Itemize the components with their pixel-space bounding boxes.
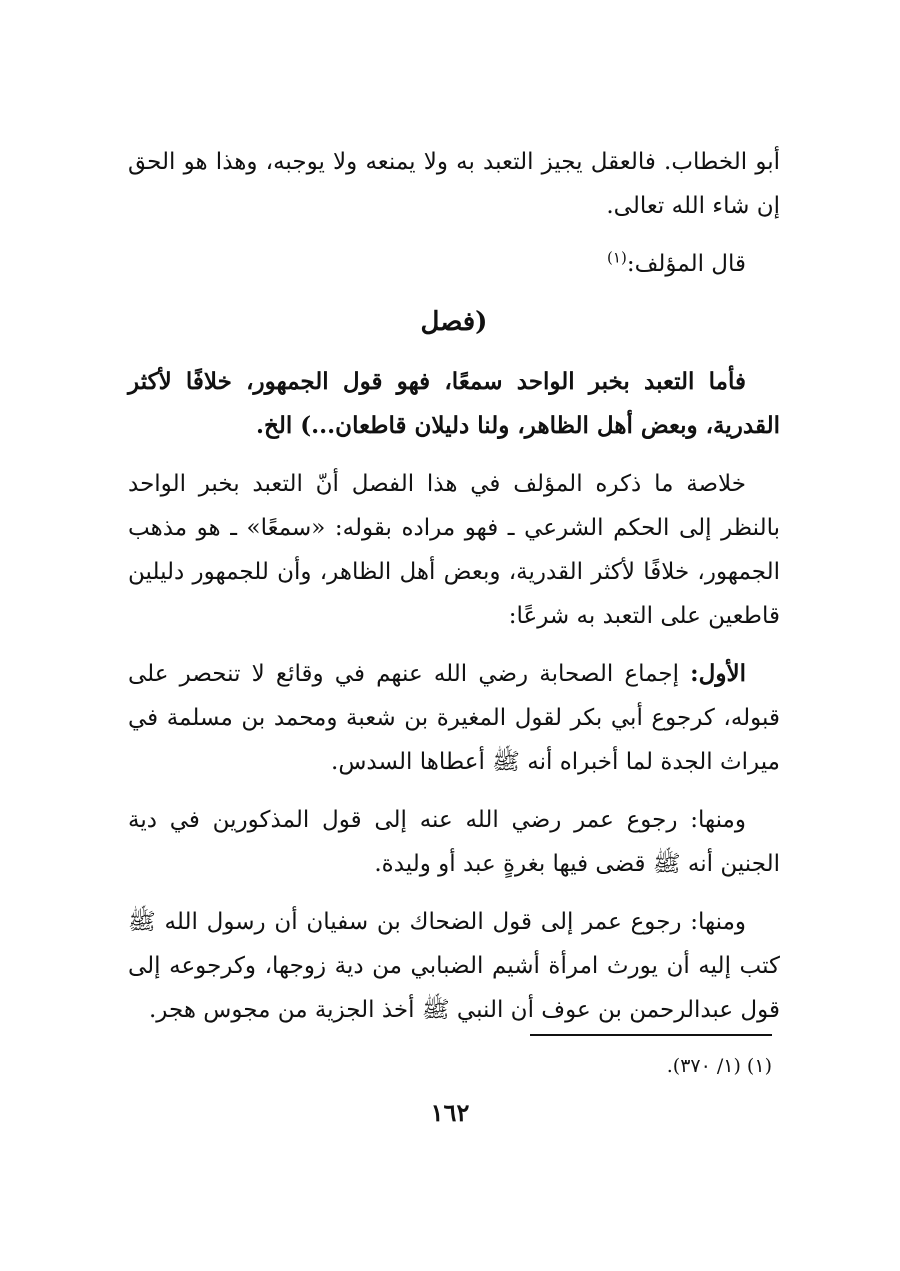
footnote-reference: (١) bbox=[607, 248, 627, 267]
footnote: (١) (١/ ٣٧٠). bbox=[666, 1055, 772, 1077]
footnote-divider bbox=[530, 1034, 772, 1036]
section-heading: (فصل bbox=[420, 307, 488, 337]
author-says-text: قال المؤلف: bbox=[626, 251, 746, 277]
paragraph-first-proof bbox=[128, 652, 780, 784]
paragraph-intro: أبو الخطاب. فالعقل يجيز التعبد به ولا يمنعه ولا يوجبه، وهذا هو الحق إن شاء الله تعالى. bbox=[128, 149, 780, 219]
paragraph-example-dahhak: ومنها: رجوع عمر إلى قول الضحاك بن سفيان أن رسول الله ﷺ كتب إليه أن يورث امرأة أشيم الضبابي من دية زوجها، وكرجوعه إلى قول عبدالرحمن بن عوف أن النبي ﷺ أخذ الجزية من مجوس هجر. bbox=[128, 909, 780, 1023]
page-number: ١٦٢ bbox=[430, 1098, 470, 1127]
paragraph-summary: خلاصة ما ذكره المؤلف في هذا الفصل أنّ التعبد بخبر الواحد بالنظر إلى الحكم الشرعي ـ فهو مراده بقوله: «سمعًا» ـ هو مذهب الجمهور، خلافًا لأكثر القدرية، وبعض أهل الظاهر، وأن للجمهور دليلين قاطعين على التعبد به شرعًا: bbox=[128, 471, 780, 629]
paragraph-example-janin: ومنها: رجوع عمر رضي الله عنه إلى قول المذكورين في دية الجنين أنه ﷺ قضى فيها بغرةٍ عبد أو وليدة. bbox=[128, 807, 780, 877]
quoted-text: فأما التعبد بخبر الواحد سمعًا، فهو قول الجمهور، خلافًا لأكثر القدرية، وبعض أهل الظاهر، ولنا دليلان قاطعان...) الخ. bbox=[128, 368, 780, 439]
author-says-line bbox=[128, 242, 780, 286]
first-proof-label: الأول: bbox=[690, 660, 746, 687]
first-proof-text: إجماع الصحابة رضي الله عنهم في وقائع لا تنحصر على قبوله، كرجوع أبي بكر لقول المغيرة بن شعبة ومحمد بن مسلمة في ميراث الجدة لما أخبراه أنه ﷺ أعطاها السدس. bbox=[128, 661, 780, 775]
page-body bbox=[128, 140, 780, 1046]
